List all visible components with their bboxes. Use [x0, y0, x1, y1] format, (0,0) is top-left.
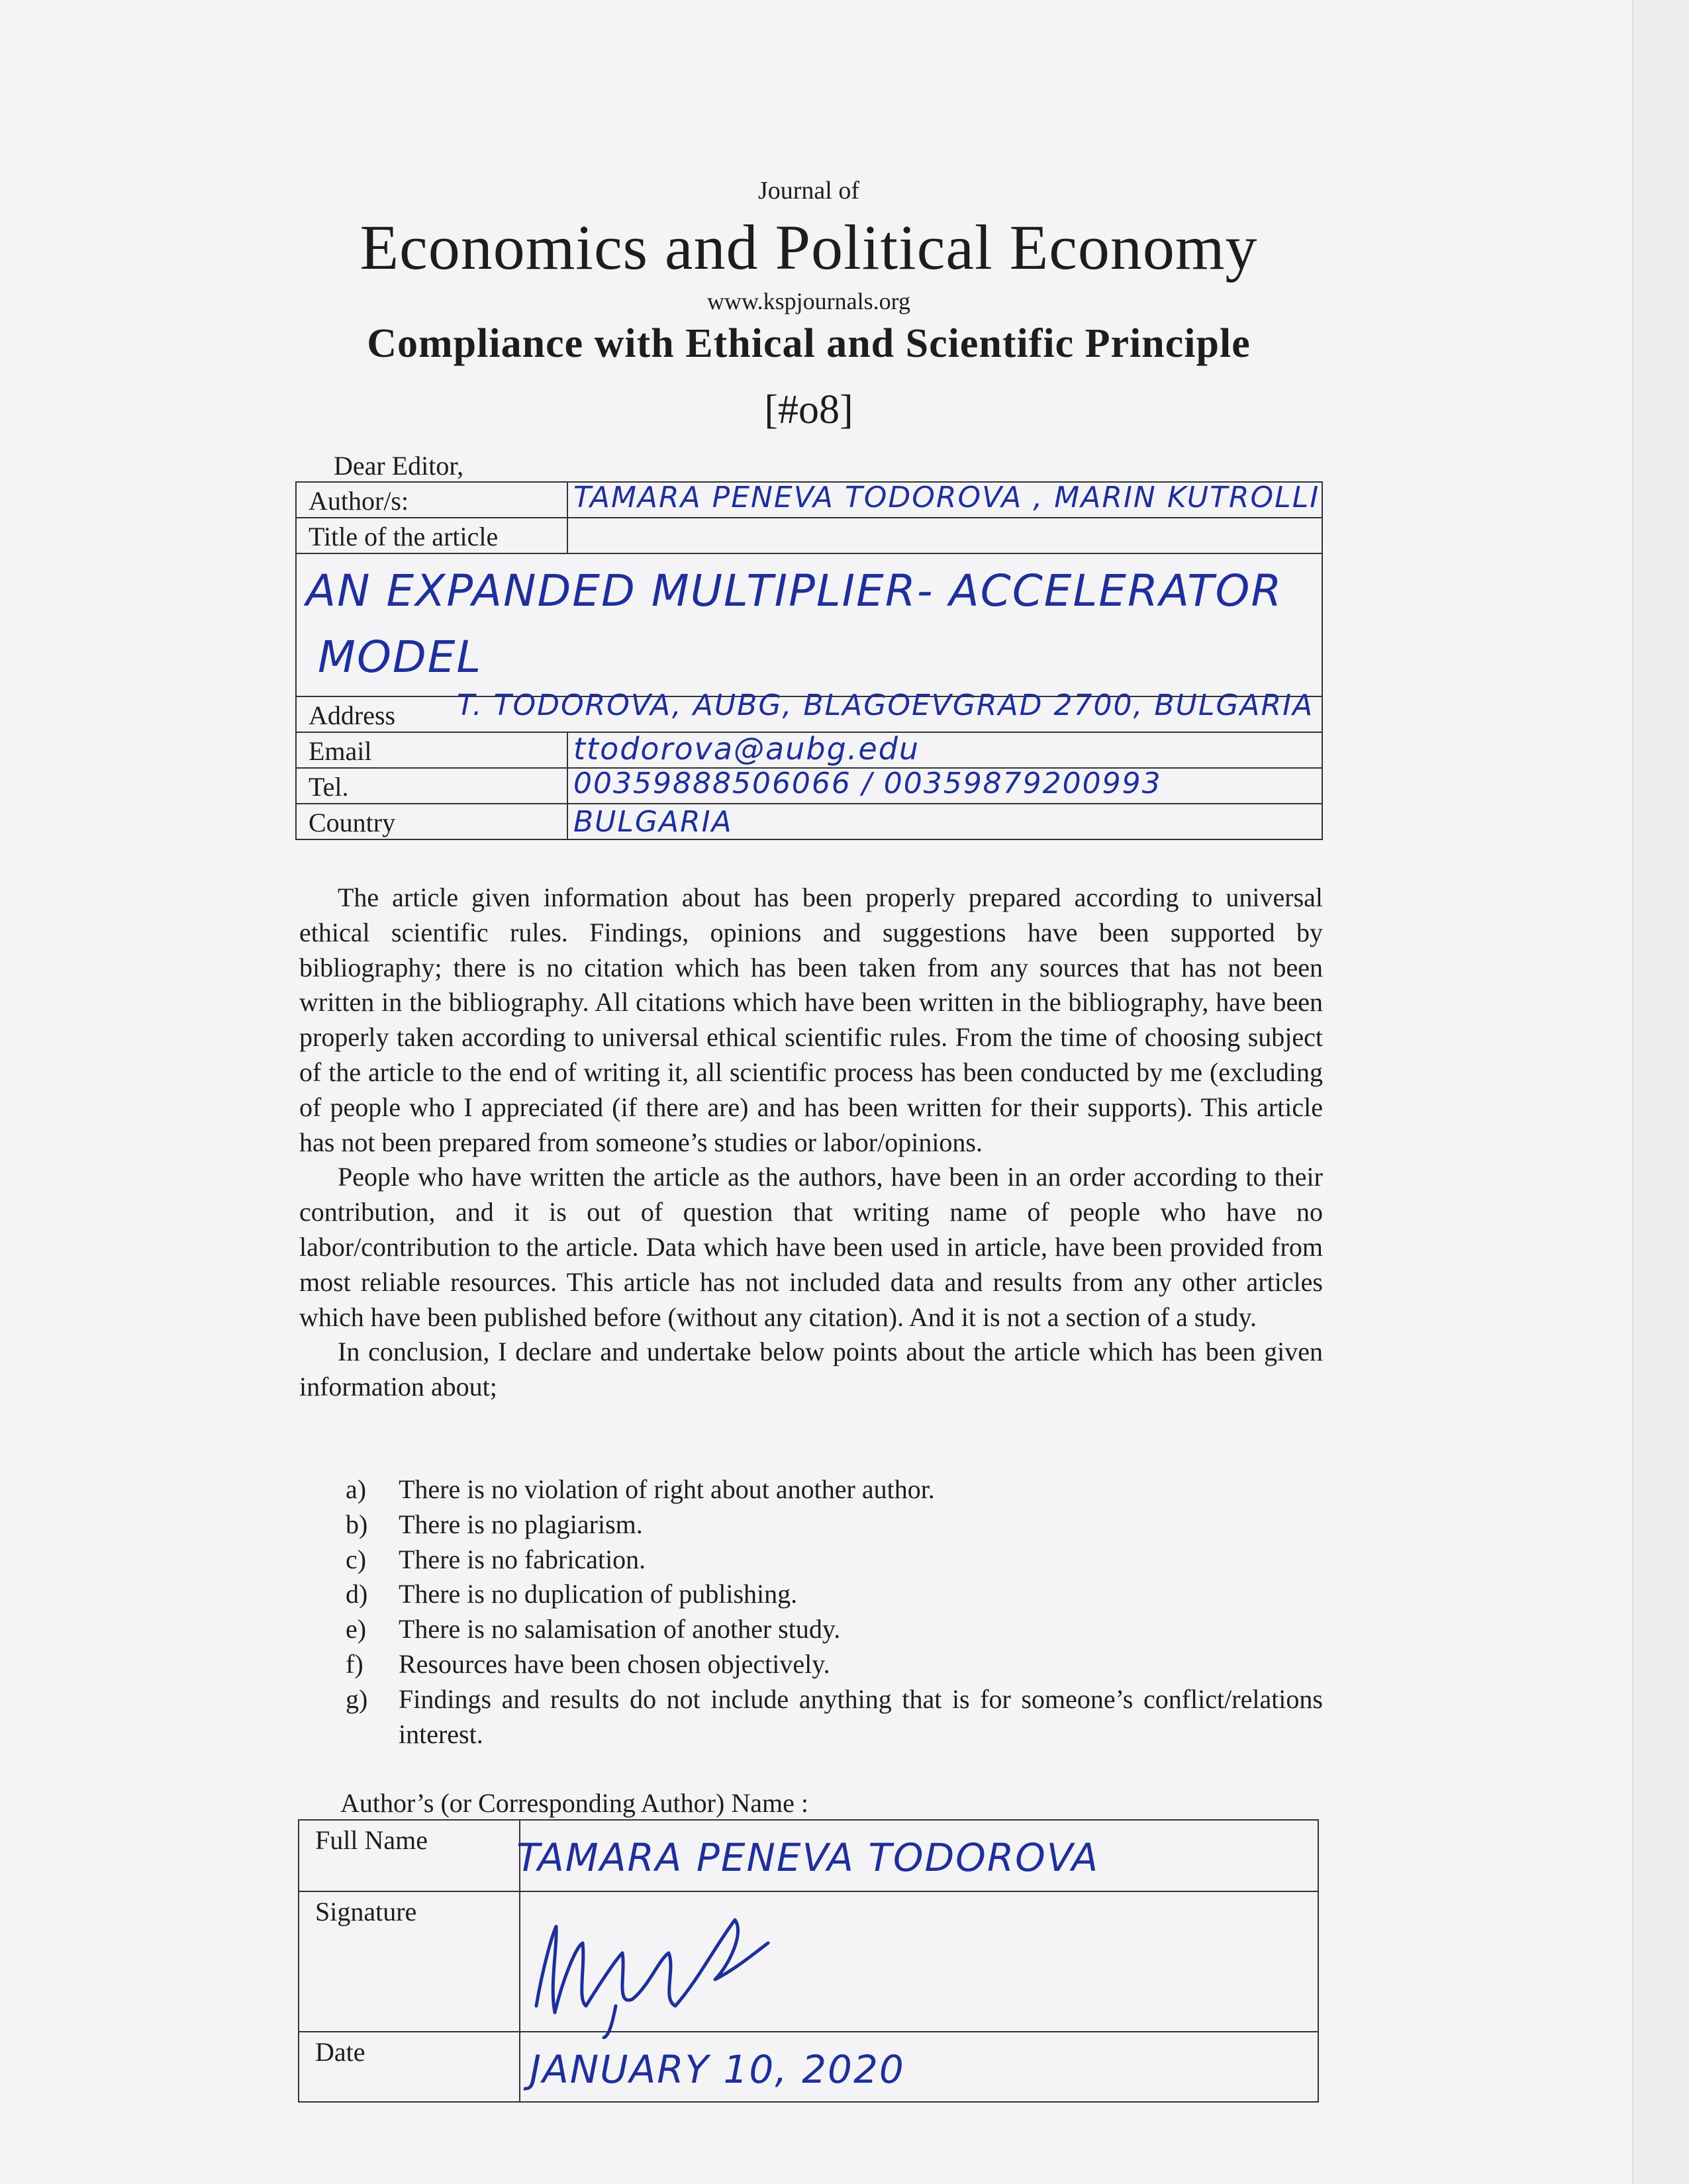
date-label: Date [315, 2037, 365, 2067]
declaration-item [346, 1612, 1323, 1647]
paragraph-3: In conclusion, I declare and undertake below points about the article which has been given information about; [299, 1337, 1323, 1402]
declaration-text: There is no violation of right about another author. [399, 1474, 935, 1504]
declaration-marker: f) [346, 1648, 363, 1679]
declaration-text: There is no salamisation of another study. [399, 1614, 841, 1644]
author-section-label: Author’s (or Corresponding Author) Name : [340, 1788, 808, 1818]
declaration-marker: g) [346, 1684, 368, 1714]
signature-image [516, 1907, 795, 2039]
authors-label: Author/s: [309, 486, 409, 516]
declaration-text: There is no duplication of publishing. [399, 1579, 798, 1609]
declaration-marker: c) [346, 1544, 367, 1574]
address-value[interactable]: T. TODOROVA, AUBG, BLAGOEVGRAD 2700, BULGARIA [457, 688, 1314, 722]
paragraph-1: The article given information about has been properly prepared according to universal ethical scientific rules. Findings, opinions and suggestions have been supported by bibliography; there is no citation which has been taken from any sources that has not been written in the bibliography. All citations which have been written in the bibliography, have been properly taken according to universal ethical scientific rules. From the time of choosing subject of the article to the end of writing it, all scientific process has been conducted by me (excluding of people who I appreciated (if there are) and has been written for their supports). This article has not been prepared from someone’s studies or labor/opinions. [299, 882, 1323, 1157]
declaration-item [346, 1682, 1323, 1752]
title-label: Title of the article [309, 522, 499, 551]
declaration-marker: d) [346, 1579, 368, 1609]
email-label: Email [309, 736, 372, 766]
title-value-line2[interactable]: MODEL [318, 632, 483, 683]
authors-value[interactable]: TAMARA PENEVA TODOROVA , MARIN KUTROLLI [573, 481, 1320, 514]
journal-title: Economics and Political Economy [360, 212, 1258, 283]
journal-of-label: Journal of [757, 177, 860, 205]
declaration-item [346, 1507, 1323, 1543]
signature-label: Signature [315, 1897, 417, 1926]
declaration-marker: a) [346, 1474, 367, 1504]
declaration-text: There is no plagiarism. [399, 1509, 643, 1539]
declaration-text: There is no fabrication. [399, 1544, 646, 1574]
declaration-list [346, 1472, 1323, 1752]
tel-label: Tel. [309, 772, 349, 802]
declaration-text: Resources have been chosen objectively. [399, 1648, 830, 1679]
full-name-value[interactable]: TAMARA PENEVA TODOROVA [516, 1835, 1100, 1880]
journal-url: www.kspjournals.org [707, 288, 910, 314]
address-label: Address [309, 700, 396, 730]
declaration-marker: b) [346, 1509, 368, 1539]
form-number: [#o8] [764, 387, 853, 432]
country-label: Country [309, 808, 396, 837]
page-edge [1632, 0, 1689, 2184]
declaration-item [346, 1543, 1323, 1578]
declaration-item [346, 1647, 1323, 1682]
declaration-text: Findings and results do not include anything that is for someone’s conflict/relations interest. [399, 1684, 1323, 1749]
country-value[interactable]: BULGARIA [573, 805, 733, 839]
title-value-line1[interactable]: AN EXPANDED MULTIPLIER- ACCELERATOR [306, 565, 1283, 616]
declaration-item [346, 1577, 1323, 1612]
paragraph-2: People who have written the article as the authors, have been in an order according to their contribution, and it is out of question that writing name of people who have no labor/contribution to the article. Data which have been used in article, have been provided from most reliable resources. This article has not included data and results from any other articles which have been published before (without any citation). And it is not a section of a study. [299, 1162, 1323, 1332]
declaration-item [346, 1472, 1323, 1507]
email-value[interactable]: ttodorova@aubg.edu [573, 731, 920, 767]
salutation: Dear Editor, [334, 451, 464, 481]
declaration-marker: e) [346, 1614, 367, 1644]
full-name-label: Full Name [315, 1825, 428, 1855]
form-title: Compliance with Ethical and Scientific Principle [367, 321, 1251, 366]
declaration-body [299, 880, 1323, 1405]
tel-value[interactable]: 00359888506066 / 00359879200993 [573, 767, 1162, 800]
date-value[interactable]: JANUARY 10, 2020 [530, 2047, 905, 2092]
